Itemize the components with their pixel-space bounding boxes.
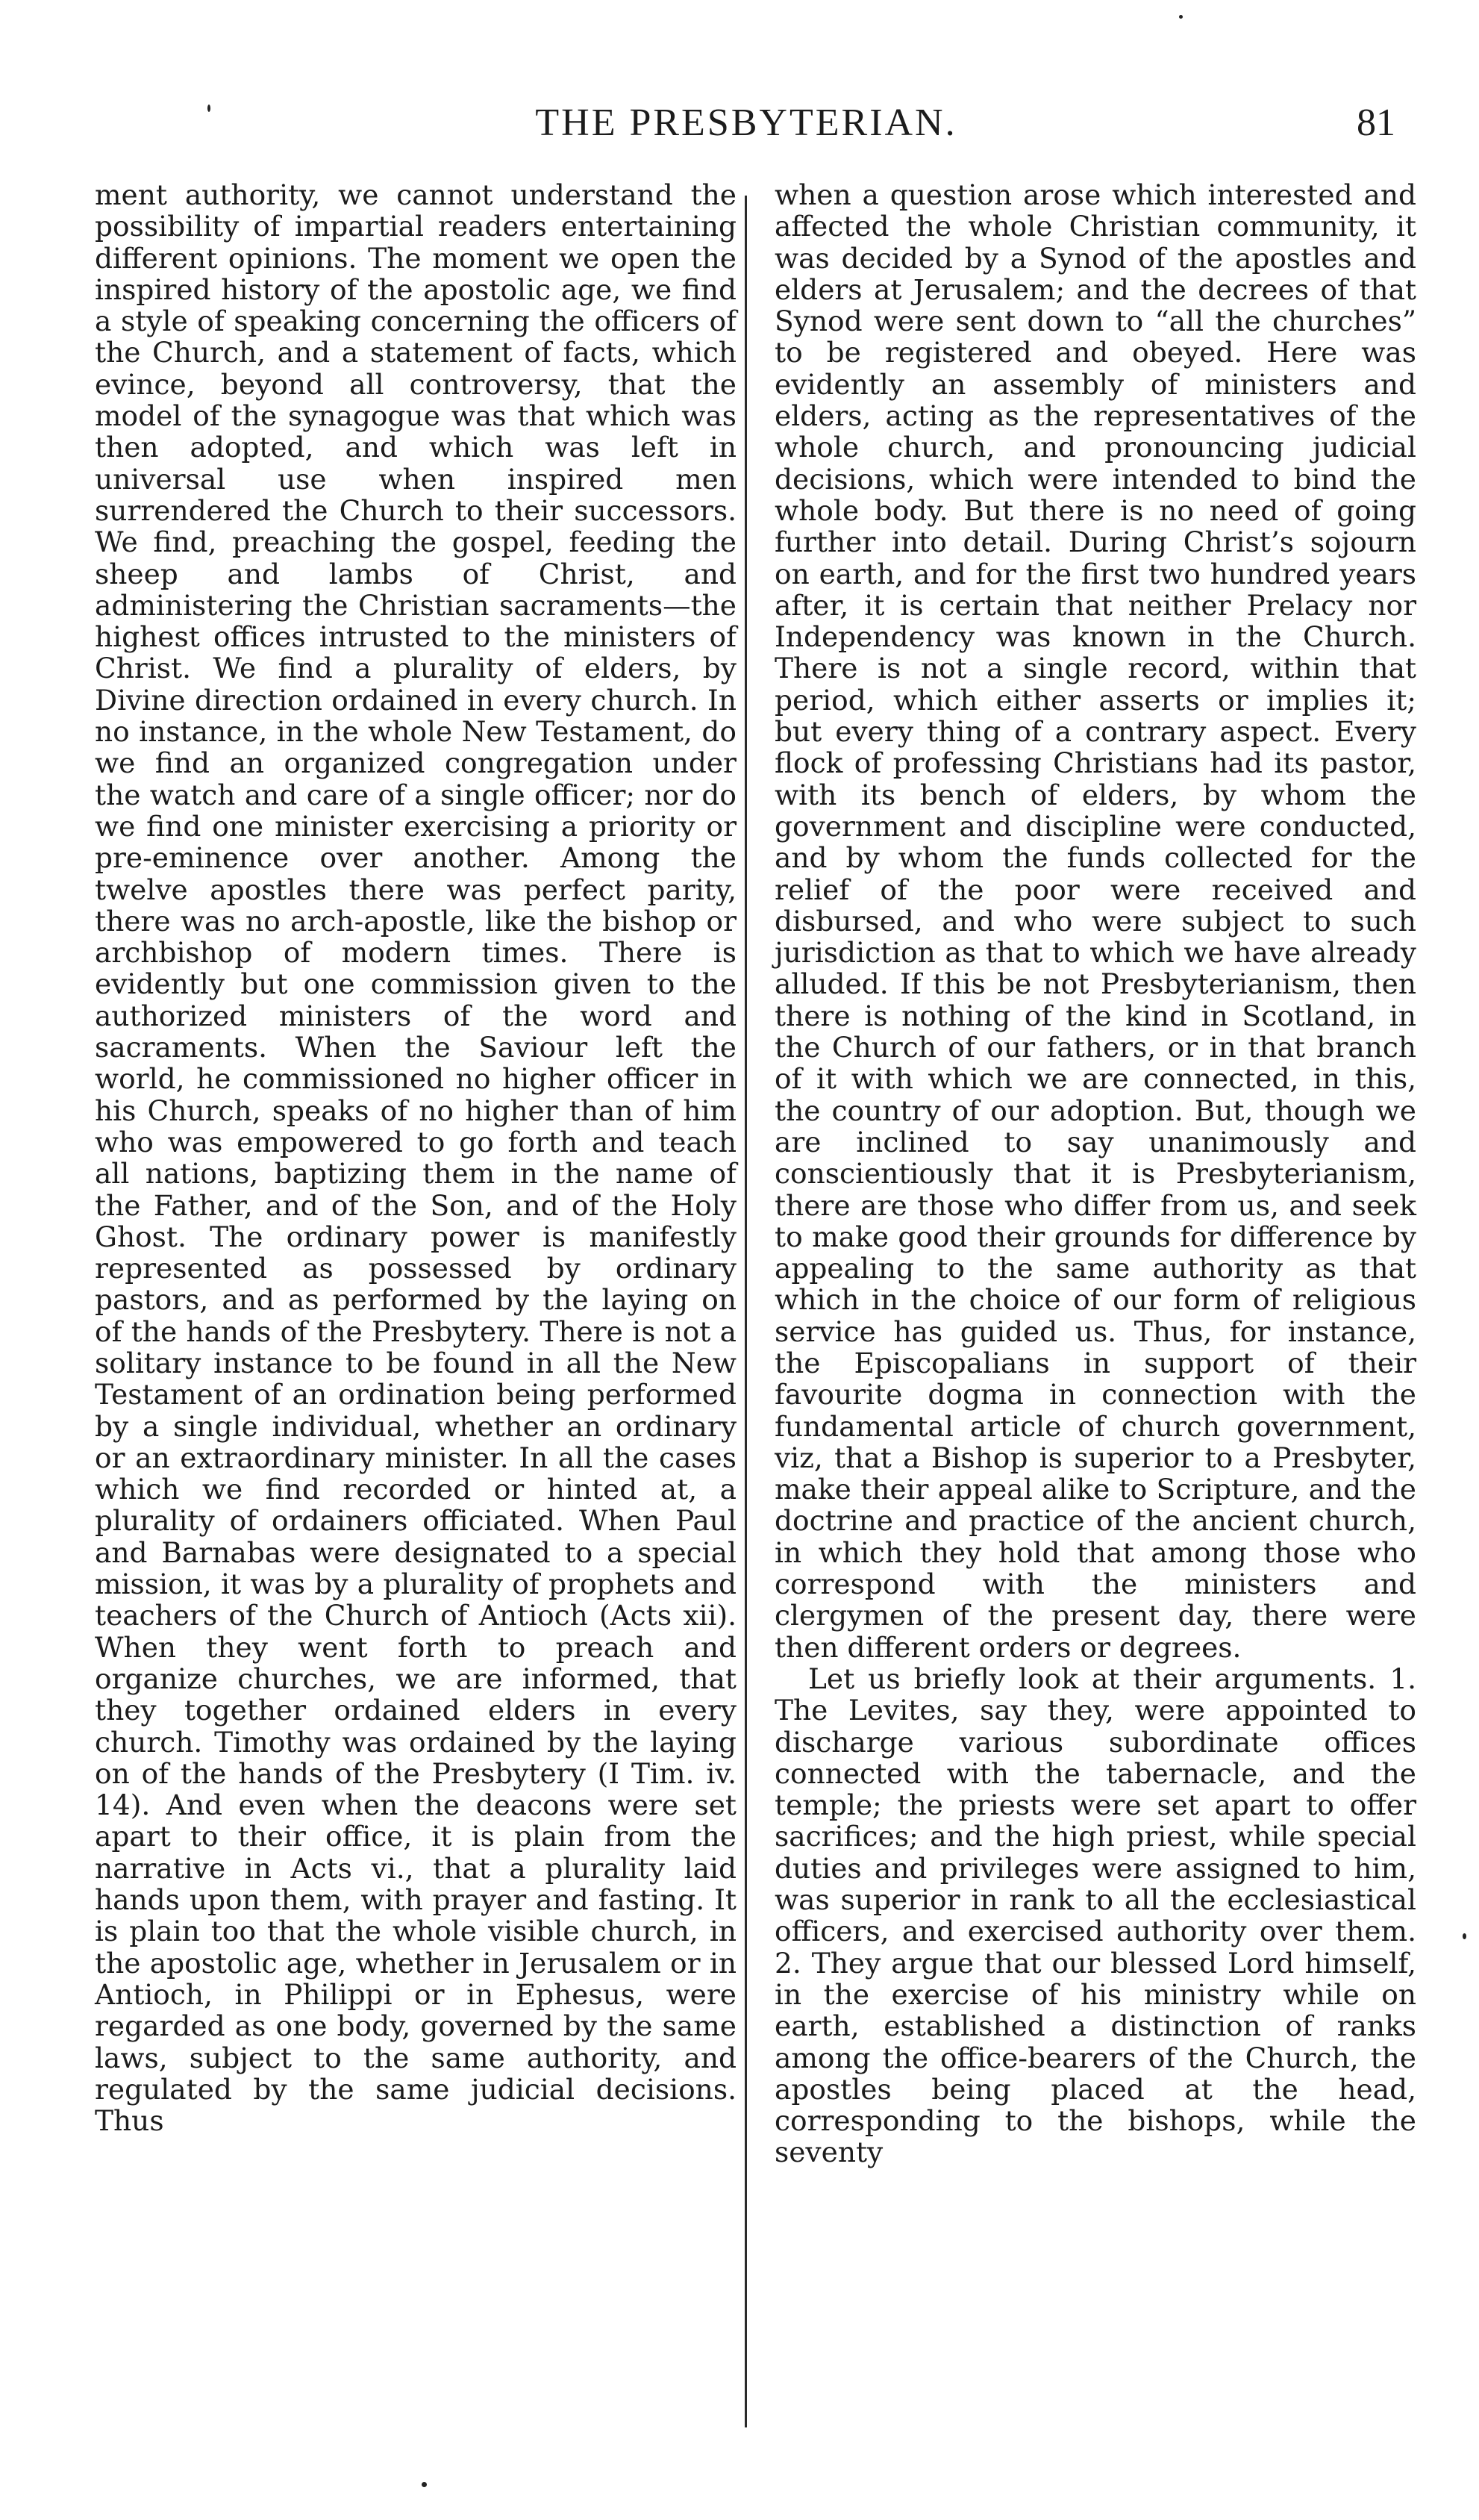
page-number: 81: [1357, 102, 1395, 144]
print-speck: [1463, 1933, 1466, 1939]
print-speck: [422, 2482, 427, 2487]
page-title: THE PRESBYTERIAN.: [535, 102, 957, 144]
print-speck: [1179, 15, 1183, 19]
right-column: [775, 179, 1416, 2456]
left-paragraph-1: ment authority, we cannot understand the possibility of impartial readers entertaining different opinions. The moment we open the inspired history of the apostolic age, we find a style of speaking concerning the officers of the Church, and a statement of facts, which evince, beyond all controversy, that the model of the synagogue was that which was then adopted, and which was left in universal use when inspired men surrendered the Church to their successors. We find, preaching the gospel, feeding the sheep and lambs of Christ, and administering the Christian sacraments—the highest offices intrusted to the ministers of Christ. We find a plurality of elders, by Divine direction ordained in every church. In no instance, in the whole New Testament, do we find an organized congregation under the watch and care of a single officer; nor do we find one minister exercising a priority or pre-eminence over another. Among the twelve apostles there was perfect parity, there was no arch-apostle, like the bishop or archbishop of modern times. There is evidently but one commission given to the authorized ministers of the word and sacraments. When the Saviour left the world, he commissioned no higher officer in his Church, speaks of no higher than of him who was empowered to go forth and teach all nations, baptizing them in the name of the Father, and of the Son, and of the Holy Ghost. The ordinary power is manifestly represented as possessed by ordinary pastors, and as performed by the laying on of the hands of the Presbytery. There is not a solitary instance to be found in all the New Testament of an ordination being performed by a single individual, whether an ordinary or an extraordinary minister. In all the cases which we find recorded or hinted at, a plurality of ordainers officiated. When Paul and Barnabas were designated to a special mission, it was by a plurality of prophets and teachers of the Church of Antioch (Acts xii). When they went forth to preach and organize churches, we are informed, that they together ordained elders in every church. Timothy was ordained by the laying on of the hands of the Presbytery (I Tim. iv. 14). And even when the deacons were set apart to their office, it is plain from the narrative in Acts vi., that a plurality laid hands upon them, with prayer and fasting. It is plain too that the whole visible church, in the apostolic age, whether in Jerusalem or in Antioch, in Philippi or in Ephesus, were regarded as one body, governed by the same laws, subject to the same authority, and regulated by the same judicial decisions. Thus: [95, 178, 737, 2138]
right-paragraph-2: Let us briefly look at their arguments. 1. The Levites, say they, were appointed to discharge various subordinate offices connected with the tabernacle, and the temple; the priests were set apart to offer sacrifices; and the high priest, while special duties and privileges were assigned to him, was superior in rank to all the ecclesiastical officers, and exercised authority over them. 2. They argue that our blessed Lord himself, in the exercise of his ministry while on earth, established a distinction of ranks among the office-bearers of the Church, the apostles being placed at the head, corresponding to the bishops, while the seventy: [775, 1662, 1416, 2169]
column-divider: [745, 196, 747, 2427]
left-column: [95, 179, 737, 2456]
running-header: [97, 101, 1395, 160]
print-speck: [207, 105, 210, 112]
right-paragraph-1: when a question arose which interested and affected the whole Christian community, it was decided by a Synod of the apostles and elders at Jerusalem; and the decrees of that Synod were sent down to “all the churches” to be registered and obeyed. Here was evidently an assembly of ministers and elders, acting as the representatives of the whole church, and pronouncing judicial decisions, which were intended to bind the whole body. But there is no need of going further into detail. During Christ’s sojourn on earth, and for the first two hundred years after, it is certain that neither Prelacy nor Independency was known in the Church. There is not a single record, within that period, which either asserts or implies it; but every thing of a contrary aspect. Every flock of professing Christians had its pastor, with its bench of elders, by whom the government and discipline were conducted, and by whom the funds collected for the relief of the poor were received and disbursed, and who were subject to such jurisdiction as that to which we have already alluded. If this be not Presbyterianism, then there is nothing of the kind in Scotland, in the Church of our fathers, or in that branch of it with which we are connected, in this, the country of our adoption. But, though we are inclined to say unanimously and conscientiously that it is Presbyterianism, there are those who differ from us, and seek to make good their grounds for difference by appealing to the same authority as that which in the choice of our form of religious service has guided us. Thus, for instance, the Episcopalians in support of their favourite dogma in connection with the fundamental article of church government, viz, that a Bishop is superior to a Presbyter, make their appeal alike to Scripture, and the doctrine and practice of the ancient church, in which they hold that among those who correspond with the ministers and clergymen of the present day, there were then different orders or degrees.: [775, 178, 1416, 1664]
